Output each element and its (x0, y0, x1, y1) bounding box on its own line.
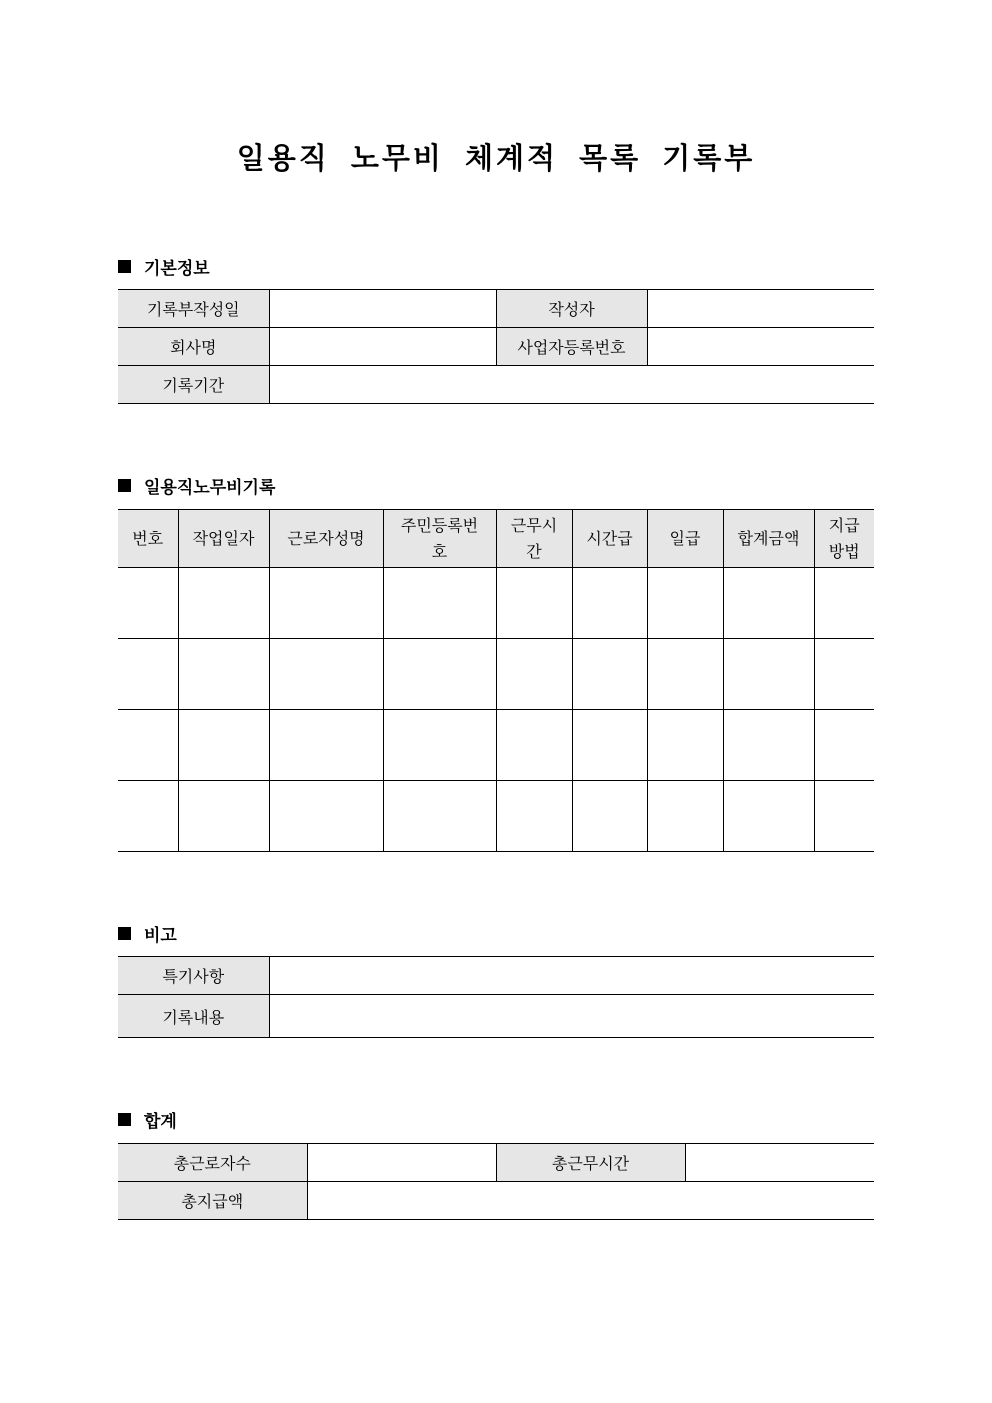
column-header: 지급 방법 (814, 510, 874, 568)
table-cell[interactable] (814, 710, 874, 781)
table-row (118, 710, 874, 781)
totals-table (118, 1143, 874, 1220)
column-header: 시간급 (572, 510, 647, 568)
table-cell[interactable] (572, 710, 647, 781)
table-cell[interactable] (118, 639, 178, 710)
table-cell[interactable] (496, 710, 572, 781)
table-cell[interactable] (178, 781, 269, 852)
table-cell[interactable] (723, 639, 814, 710)
period-label: 기록기간 (118, 366, 269, 404)
table-cell[interactable] (269, 781, 383, 852)
table-cell[interactable] (118, 710, 178, 781)
table-cell[interactable] (647, 710, 723, 781)
column-header: 합계금액 (723, 510, 814, 568)
table-cell[interactable] (269, 639, 383, 710)
table-cell[interactable] (572, 568, 647, 639)
workers-label: 총근로자수 (118, 1144, 307, 1182)
hours-field[interactable] (685, 1144, 874, 1182)
bizno-field[interactable] (647, 328, 874, 366)
table-cell[interactable] (814, 639, 874, 710)
date-field[interactable] (269, 290, 496, 328)
table-cell[interactable] (496, 639, 572, 710)
square-bullet-icon (118, 260, 131, 273)
section-title: 비고 (144, 926, 177, 946)
table-cell[interactable] (572, 781, 647, 852)
section-totals-heading (118, 1107, 177, 1132)
column-header: 주민등록번 호 (383, 510, 496, 568)
column-header: 근로자성명 (269, 510, 383, 568)
table-cell[interactable] (496, 568, 572, 639)
table-cell[interactable] (814, 568, 874, 639)
table-cell[interactable] (383, 710, 496, 781)
table-cell[interactable] (178, 639, 269, 710)
section-title: 기본정보 (144, 259, 210, 279)
table-cell[interactable] (814, 781, 874, 852)
table-row (118, 568, 874, 639)
table-cell[interactable] (383, 568, 496, 639)
special-field[interactable] (269, 957, 874, 995)
column-header: 번호 (118, 510, 178, 568)
table-cell[interactable] (723, 568, 814, 639)
table-cell[interactable] (647, 781, 723, 852)
table-cell[interactable] (118, 781, 178, 852)
bizno-label: 사업자등록번호 (496, 328, 647, 366)
table-row (118, 781, 874, 852)
square-bullet-icon (118, 927, 131, 940)
company-label: 회사명 (118, 328, 269, 366)
table-cell[interactable] (572, 639, 647, 710)
table-cell[interactable] (269, 710, 383, 781)
table-cell[interactable] (383, 781, 496, 852)
workers-field[interactable] (307, 1144, 496, 1182)
section-title: 합계 (144, 1112, 177, 1132)
table-cell[interactable] (383, 639, 496, 710)
writer-label: 작성자 (496, 290, 647, 328)
table-cell[interactable] (178, 568, 269, 639)
basic-info-table (118, 289, 874, 404)
date-label: 기록부작성일 (118, 290, 269, 328)
pay-field[interactable] (307, 1182, 874, 1220)
table-row (118, 639, 874, 710)
table-cell[interactable] (647, 568, 723, 639)
section-remarks-heading (118, 921, 177, 946)
table-cell[interactable] (496, 781, 572, 852)
labor-table (118, 509, 874, 852)
company-field[interactable] (269, 328, 496, 366)
column-header: 근무시 간 (496, 510, 572, 568)
section-labor-heading (118, 473, 275, 498)
square-bullet-icon (118, 479, 131, 492)
table-cell[interactable] (647, 639, 723, 710)
table-cell[interactable] (269, 568, 383, 639)
section-title: 일용직노무비기록 (144, 478, 276, 498)
remarks-table (118, 956, 874, 1038)
column-header: 작업일자 (178, 510, 269, 568)
section-basic-info-heading (118, 254, 210, 279)
page-title: 일용직 노무비 체계적 목록 기록부 (236, 141, 756, 175)
content-label: 기록내용 (118, 995, 269, 1038)
table-cell[interactable] (118, 568, 178, 639)
content-field[interactable] (269, 995, 874, 1038)
square-bullet-icon (118, 1113, 131, 1126)
column-header: 일급 (647, 510, 723, 568)
table-cell[interactable] (723, 781, 814, 852)
table-cell[interactable] (723, 710, 814, 781)
table-cell[interactable] (178, 710, 269, 781)
writer-field[interactable] (647, 290, 874, 328)
special-label: 특기사항 (118, 957, 269, 995)
pay-label: 총지급액 (118, 1182, 307, 1220)
period-field[interactable] (269, 366, 874, 404)
hours-label: 총근무시간 (496, 1144, 685, 1182)
